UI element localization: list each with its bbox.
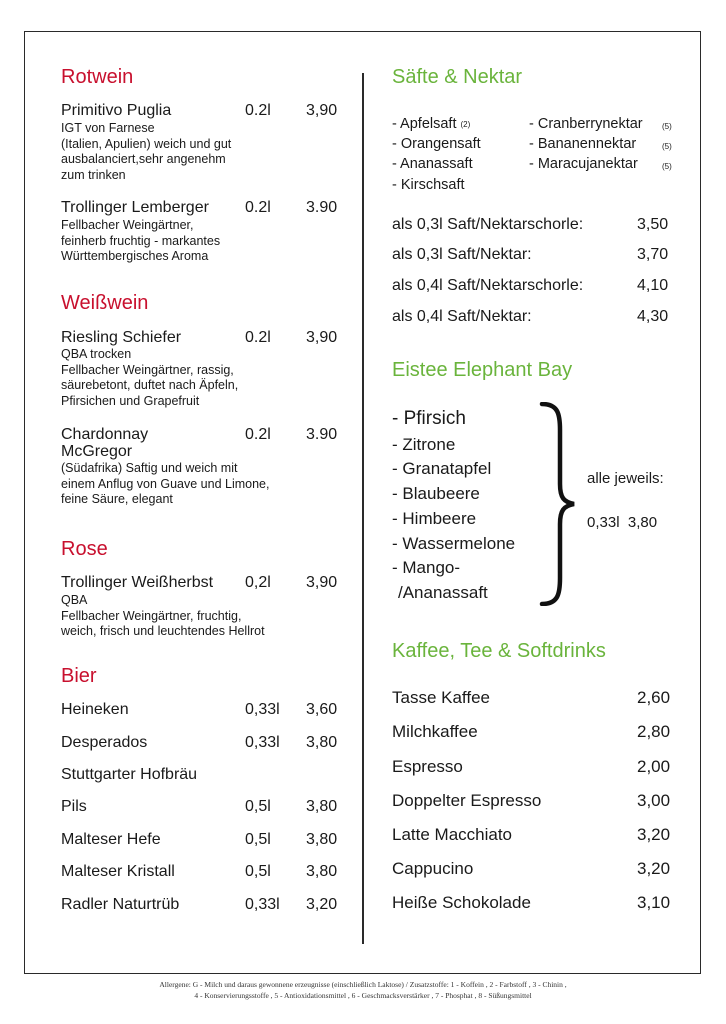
beer-size: 0,33l — [245, 701, 280, 718]
coffee-name: Tasse Kaffee — [392, 688, 490, 707]
beer-price: 3,80 — [306, 863, 338, 880]
wine-size: 0.2l — [245, 426, 271, 443]
juice-item: - Apfelsaft (2) — [392, 116, 471, 132]
juice-price-label: als 0,3l Saft/Nektar: — [392, 246, 532, 263]
juice-price: 3,70 — [637, 246, 669, 263]
coffee-name: Doppelter Espresso — [392, 791, 542, 810]
coffee-price: 3,10 — [637, 893, 671, 912]
wine-description: (Südafrika) Saftig und weich mit einem Anflug von Guave und Limone, feine Säure, elegant — [61, 461, 270, 506]
additive-note: (5) — [662, 142, 672, 151]
wine-name: Trollinger Lemberger — [61, 199, 209, 216]
beer-name: Radler Naturtrüb — [61, 896, 180, 913]
coffee-price: 2,80 — [637, 722, 671, 741]
wine-size: 0.2l — [245, 329, 271, 346]
section-heading-icetea: Eistee Elephant Bay — [392, 359, 573, 381]
beer-name: Desperados — [61, 734, 148, 751]
additive-note: (5) — [662, 162, 672, 171]
juice-price-label: als 0,4l Saft/Nektar: — [392, 308, 532, 325]
section-heading-beer: Bier — [61, 665, 97, 687]
coffee-price: 3,20 — [637, 859, 671, 878]
wine-name: Trollinger Weißherbst — [61, 574, 214, 591]
beer-size: 0,5l — [245, 863, 271, 880]
section-heading-juices: Säfte & Nektar — [392, 66, 523, 88]
coffee-name: Heiße Schokolade — [392, 893, 531, 912]
beer-group-name: Stuttgarter Hofbräu — [61, 766, 198, 783]
icetea-flavor: - Himbeere — [392, 509, 477, 528]
beer-size: 0,33l — [245, 896, 280, 913]
coffee-price: 3,20 — [637, 825, 671, 844]
coffee-name: Espresso — [392, 757, 463, 776]
footer-line: 4 - Konservierungsstoffe , 5 - Antioxidationsmittel , 6 - Geschmacksverstärker , 7 - Phosphat , 8 - Süßungsmittel — [194, 991, 532, 1000]
footer-line: Allergene: G - Milch und daraus gewonnene erzeugnisse (einschließlich Laktose) / Zusatzstoffe: 1 - Koffein , 2 - Farbstoff , 3 - Chinin , — [159, 980, 567, 989]
coffee-name: Cappucino — [392, 859, 474, 878]
wine-price: 3,90 — [306, 574, 338, 591]
wine-price: 3.90 — [306, 426, 338, 443]
beer-name: Heineken — [61, 701, 129, 718]
wine-size: 0.2l — [245, 199, 271, 216]
wine-description: IGT von Farnese (Italien, Apulien) weich und gut ausbalanciert,sehr angenehm zum trinken — [61, 121, 232, 182]
column-divider — [362, 73, 364, 944]
beer-price: 3,80 — [306, 798, 338, 815]
wine-name: Chardonnay McGregor — [61, 426, 149, 460]
icetea-flavor: - Blaubeere — [392, 484, 480, 503]
beer-size: 0,33l — [245, 734, 280, 751]
icetea-price: 0,33l 3,80 — [587, 514, 658, 531]
juice-price: 3,50 — [637, 216, 669, 233]
beer-name: Malteser Hefe — [61, 831, 161, 848]
icetea-flavor: - Pfirsich — [392, 408, 466, 429]
additive-note: (5) — [662, 122, 672, 131]
icetea-note: alle jeweils: — [587, 470, 664, 487]
wine-description: Fellbacher Weingärtner, feinherb fruchtig - markantes Württembergisches Aroma — [61, 218, 221, 263]
wine-size: 0,2l — [245, 574, 271, 591]
wine-name: Primitivo Puglia — [61, 102, 172, 119]
nectar-item: - Cranberrynektar — [529, 116, 643, 132]
wine-description: QBA trocken Fellbacher Weingärtner, rassig, säurebetont, duftet nach Äpfeln, Pfirsichen und Grapefruit — [61, 347, 239, 408]
juice-price: 4,30 — [637, 308, 669, 325]
juice-item: - Kirschsaft — [392, 177, 465, 193]
juice-item: - Ananassaft — [392, 156, 473, 172]
juice-price-label: als 0,4l Saft/Nektarschorle: — [392, 277, 584, 294]
section-heading-coffee: Kaffee, Tee & Softdrinks — [392, 640, 606, 662]
section-heading-rose: Rose — [61, 538, 108, 560]
beer-price: 3,80 — [306, 831, 338, 848]
allergen-footer — [0, 979, 726, 1001]
wine-price: 3,90 — [306, 329, 338, 346]
icetea-flavor: - Mango- — [392, 558, 461, 577]
coffee-name: Latte Macchiato — [392, 825, 513, 844]
icetea-flavor: - Zitrone — [392, 435, 456, 454]
section-heading-white-wine: Weißwein — [61, 292, 149, 314]
section-heading-red-wine: Rotwein — [61, 66, 134, 88]
wine-name: Riesling Schiefer — [61, 329, 182, 346]
beer-size: 0,5l — [245, 798, 271, 815]
icetea-flavor: - Wassermelone — [392, 534, 516, 553]
beer-price: 3,80 — [306, 734, 338, 751]
wine-description: QBA Fellbacher Weingärtner, fruchtig, weich, frisch und leuchtendes Hellrot — [61, 593, 265, 638]
icetea-flavor: - Granatapfel — [392, 459, 492, 478]
icetea-flavor: /Ananassaft — [398, 583, 488, 602]
nectar-item: - Maracujanektar — [529, 156, 638, 172]
beer-size: 0,5l — [245, 831, 271, 848]
juice-item: - Orangensaft — [392, 136, 481, 152]
wine-price: 3,90 — [306, 102, 338, 119]
juice-price: 4,10 — [637, 277, 669, 294]
wine-price: 3.90 — [306, 199, 338, 216]
coffee-price: 3,00 — [637, 791, 671, 810]
nectar-item: - Bananennektar — [529, 136, 637, 152]
juice-price-label: als 0,3l Saft/Nektarschorle: — [392, 216, 584, 233]
coffee-price: 2,60 — [637, 688, 671, 707]
beer-name: Malteser Kristall — [61, 863, 175, 880]
coffee-name: Milchkaffee — [392, 722, 478, 741]
wine-size: 0.2l — [245, 102, 271, 119]
beer-price: 3,60 — [306, 701, 338, 718]
coffee-price: 2,00 — [637, 757, 671, 776]
beer-price: 3,20 — [306, 896, 338, 913]
beer-name: Pils — [61, 798, 87, 815]
curly-brace — [532, 402, 578, 606]
